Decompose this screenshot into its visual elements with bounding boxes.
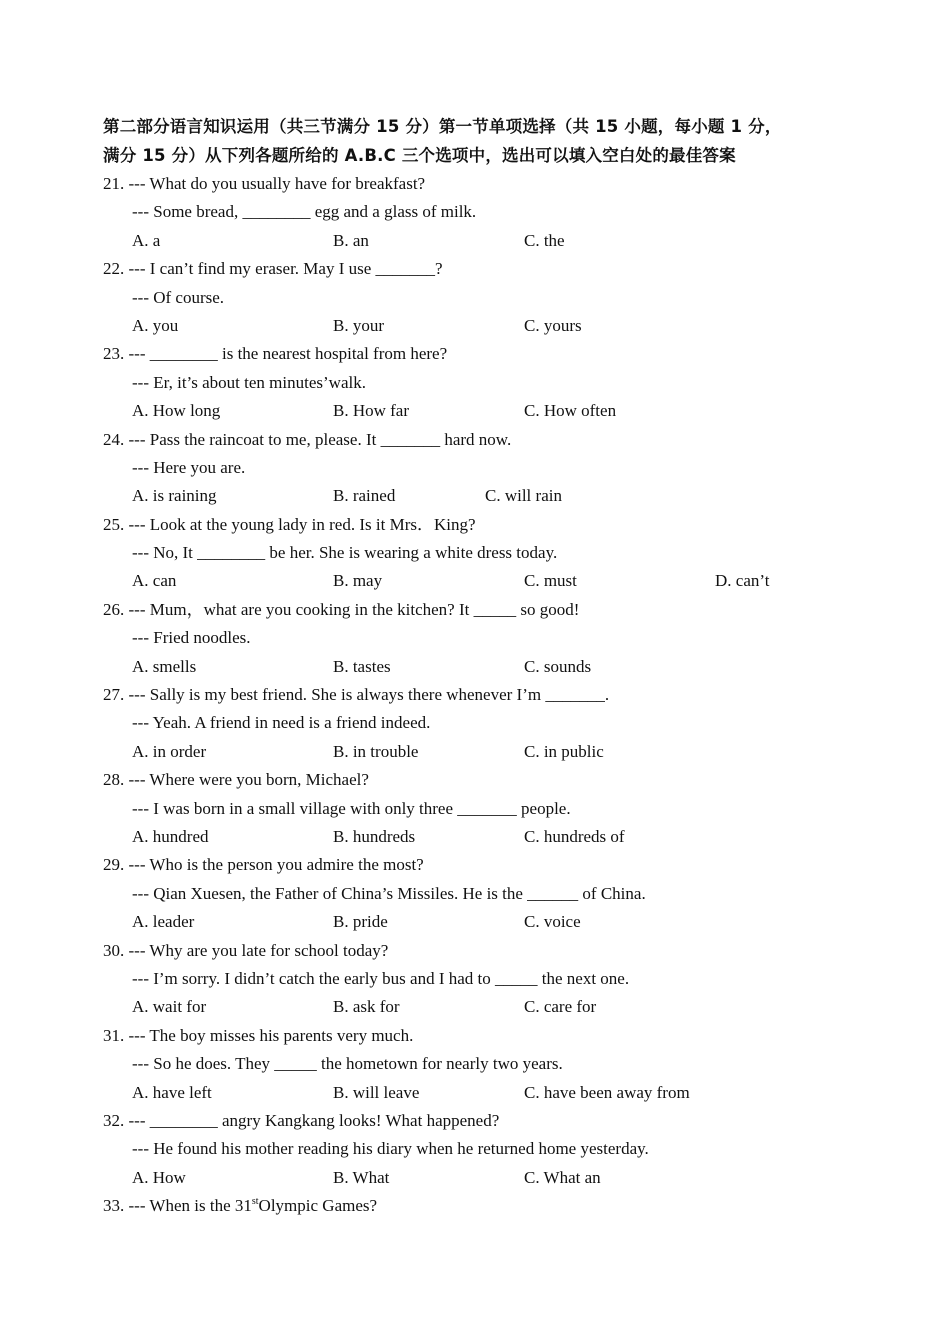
option-b: B. ask for bbox=[333, 997, 400, 1017]
answer-options bbox=[103, 567, 863, 595]
question-23 bbox=[103, 340, 863, 425]
option-c: C. voice bbox=[524, 912, 581, 932]
option-b: B. hundreds bbox=[333, 826, 416, 846]
option-b: B. an bbox=[333, 230, 369, 250]
question-30 bbox=[103, 937, 863, 1022]
option-a: A. How long bbox=[132, 401, 221, 421]
question-31 bbox=[103, 1022, 863, 1107]
question-28 bbox=[103, 766, 863, 851]
question-prompt: 21. --- What do you usually have for breakfast? bbox=[103, 174, 426, 193]
question-reply: --- Fried noodles. bbox=[132, 628, 251, 648]
option-c: C. the bbox=[524, 230, 565, 250]
option-d: D. can’t bbox=[715, 571, 770, 591]
option-a: A. have left bbox=[132, 1082, 212, 1102]
option-a: A. smells bbox=[132, 656, 197, 676]
question-reply: --- I’m sorry. I didn’t catch the early bus and I had to _____ the next one. bbox=[132, 968, 630, 988]
question-26 bbox=[103, 596, 863, 681]
question-21 bbox=[103, 170, 863, 255]
option-a: A. in order bbox=[132, 741, 207, 761]
option-c: C. hundreds of bbox=[524, 826, 625, 846]
answer-options bbox=[103, 908, 863, 936]
option-b: B. What bbox=[333, 1167, 390, 1187]
option-a: A. How bbox=[132, 1167, 186, 1187]
question-prompt: 25. --- Look at the young lady in red. Is it Mrs．King? bbox=[103, 514, 476, 534]
option-c: C. care for bbox=[524, 997, 597, 1017]
question-reply: --- Some bread, ________ egg and a glass of milk. bbox=[132, 202, 477, 222]
option-c: C. will rain bbox=[485, 486, 562, 506]
option-a: A. a bbox=[132, 230, 161, 250]
question-reply: --- I was born in a small village with only three _______ people. bbox=[132, 798, 571, 818]
answer-options bbox=[103, 482, 863, 510]
question-prompt: 27. --- Sally is my best friend. She is always there whenever I’m _______. bbox=[103, 685, 610, 705]
option-a: A. you bbox=[132, 315, 179, 335]
heading-line-2: 满分 15 分）从下列各题所给的 A.B.C 三个选项中，选出可以填入空白处的最佳答案 bbox=[103, 146, 736, 165]
question-25 bbox=[103, 511, 863, 596]
question-32 bbox=[103, 1107, 863, 1192]
question-prompt: 22. --- I can’t find my eraser. May I use _______? bbox=[103, 259, 443, 279]
question-prompt: 24. --- Pass the raincoat to me, please. It _______ hard now. bbox=[103, 429, 512, 449]
answer-options bbox=[103, 823, 863, 851]
question-prompt bbox=[103, 1192, 863, 1220]
question-22 bbox=[103, 255, 863, 340]
option-b: B. How far bbox=[333, 401, 410, 421]
document-page bbox=[103, 112, 863, 1220]
option-c: C. yours bbox=[524, 315, 582, 335]
option-a: A. wait for bbox=[132, 997, 207, 1017]
option-b: B. will leave bbox=[333, 1082, 420, 1102]
option-a: A. can bbox=[132, 571, 177, 591]
question-33 bbox=[103, 1192, 863, 1220]
option-b: B. your bbox=[333, 315, 384, 335]
option-b: B. pride bbox=[333, 912, 388, 932]
option-b: B. rained bbox=[333, 486, 396, 506]
question-27 bbox=[103, 681, 863, 766]
option-c: C. sounds bbox=[524, 656, 592, 676]
option-c: C. in public bbox=[524, 741, 604, 761]
answer-options bbox=[103, 1164, 863, 1192]
heading-line-1: 第二部分语言知识运用（共三节满分 15 分）第一节单项选择（共 15 小题，每小题 1 分， bbox=[103, 117, 782, 136]
option-b: B. may bbox=[333, 571, 383, 591]
question-24 bbox=[103, 426, 863, 511]
option-b: B. in trouble bbox=[333, 741, 419, 761]
question-prompt: 30. --- Why are you late for school today? bbox=[103, 940, 389, 960]
answer-options bbox=[103, 1079, 863, 1107]
option-c: C. What an bbox=[524, 1167, 601, 1187]
question-prompt: 23. --- ________ is the nearest hospital from here? bbox=[103, 344, 448, 364]
question-prompt: 26. --- Mum，what are you cooking in the kitchen? It _____ so good! bbox=[103, 599, 580, 619]
question-reply: --- Er, it’s about ten minutes’walk. bbox=[132, 372, 366, 392]
prompt-end: Olympic Games? bbox=[258, 1196, 378, 1216]
answer-options bbox=[103, 653, 863, 681]
answer-options bbox=[103, 738, 863, 766]
option-a: A. hundred bbox=[132, 826, 209, 846]
section-heading bbox=[103, 112, 863, 170]
option-c: C. have been away from bbox=[524, 1082, 690, 1102]
question-prompt: 29. --- Who is the person you admire the most? bbox=[103, 855, 424, 875]
question-reply: --- He found his mother reading his diary when he returned home yesterday. bbox=[132, 1139, 649, 1159]
question-29 bbox=[103, 851, 863, 936]
question-prompt: 32. --- ________ angry Kangkang looks! What happened? bbox=[103, 1110, 500, 1130]
ordinal-suffix: st bbox=[251, 1196, 259, 1208]
question-reply: --- Qian Xuesen, the Father of China’s Missiles. He is the ______ of China. bbox=[132, 883, 646, 903]
question-reply: --- Here you are. bbox=[132, 457, 246, 477]
option-a: A. leader bbox=[132, 912, 195, 932]
option-c: C. How often bbox=[524, 401, 617, 421]
option-c: C. must bbox=[524, 571, 577, 591]
question-reply: --- Yeah. A friend in need is a friend indeed. bbox=[132, 713, 431, 733]
answer-options bbox=[103, 993, 863, 1021]
question-prompt: 31. --- The boy misses his parents very much. bbox=[103, 1025, 414, 1045]
answer-options bbox=[103, 227, 863, 255]
answer-options bbox=[103, 397, 863, 425]
option-b: B. tastes bbox=[333, 656, 391, 676]
question-reply: --- Of course. bbox=[132, 287, 225, 307]
prompt-start: 33. --- When is the 31 bbox=[103, 1196, 252, 1216]
question-prompt: 28. --- Where were you born, Michael? bbox=[103, 770, 369, 790]
option-a: A. is raining bbox=[132, 486, 217, 506]
answer-options bbox=[103, 312, 863, 340]
question-reply: --- So he does. They _____ the hometown for nearly two years. bbox=[132, 1054, 563, 1074]
question-reply: --- No, It ________ be her. She is wearing a white dress today. bbox=[132, 543, 558, 563]
